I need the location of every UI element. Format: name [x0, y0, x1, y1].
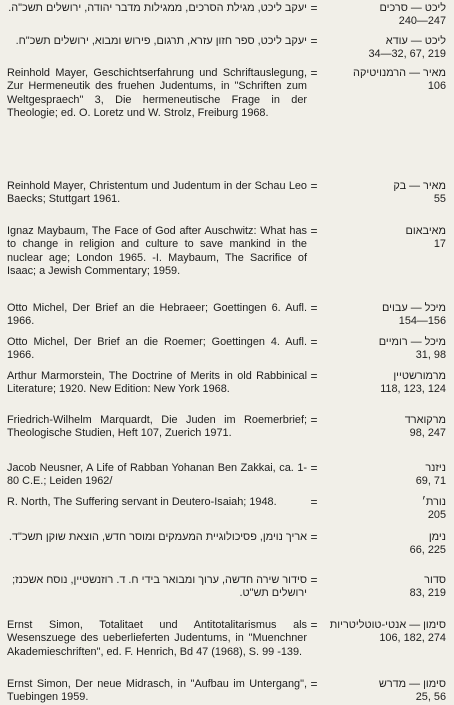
- entry-abbreviation: [322, 2, 446, 29]
- page-references: 34—32, 67, 219: [368, 48, 446, 61]
- entry-abbreviation: [322, 619, 446, 646]
- entry-abbreviation: [322, 370, 446, 397]
- entry-abbreviation: [322, 35, 446, 62]
- abbreviation-label: ניזנר: [425, 462, 446, 474]
- abbreviation-label: ליכט — עודא: [385, 35, 446, 47]
- entry-citation: Ernst Simon, Der neue Midrasch, in "Aufbau im Untergang", Tuebingen 1959.: [7, 678, 307, 704]
- entry-citation: סידור שירה חדשה, ערוך ומבואר בידי ח. ד. רוזנשטיין, נוסח אשכנז; ירושלים תש"ט.: [12, 574, 307, 600]
- entry-abbreviation: [322, 531, 446, 558]
- entry-citation: Ignaz Maybaum, The Face of God after Auschwitz: What has to change in religion and culture to save mankind in the nuclear age; London 1965. -I. Maybaum, The Sacrifice of Isaac; a Jewish Commentary; 1959.: [7, 225, 307, 278]
- equals-separator: =: [310, 461, 318, 475]
- page-references: 118, 123, 124: [380, 383, 446, 396]
- abbreviation-label: מאיר — הרמנויטיקה: [353, 67, 446, 79]
- entry-citation: Ernst Simon, Totalitaet und Antitotalitarismus als Wesenszuege des ueberlieferten Judentums, in "Muenchner Akademieschriften", ed. F. Henrich, Bd 47 (1968), S. 99 -139.: [7, 619, 307, 658]
- entry-abbreviation: [322, 336, 446, 363]
- abbreviation-label: מאיבאום: [405, 225, 446, 237]
- equals-separator: =: [310, 618, 318, 632]
- equals-separator: =: [310, 301, 318, 315]
- abbreviation-label: מיכל — עבוים: [382, 302, 446, 314]
- abbreviation-label: מרמורשטיין: [393, 370, 446, 382]
- abbreviation-label: נורת׳: [421, 496, 446, 508]
- entry-citation: Reinhold Mayer, Christentum und Judentum in der Schau Leo Baecks; Stuttgart 1961.: [7, 180, 307, 206]
- entry-abbreviation: [322, 496, 446, 523]
- equals-separator: =: [310, 677, 318, 691]
- entry-abbreviation: [322, 302, 446, 329]
- page-references: 69, 71: [415, 475, 446, 488]
- entry-abbreviation: [322, 678, 446, 705]
- page-references: 55: [433, 193, 446, 206]
- entry-citation: אריך נוימן, פסיכולוגיית המעמקים ומוסר חדש, הוצאת שוקן תשכ"ד.: [8, 531, 307, 543]
- entry-citation: Friedrich-Wilhelm Marquardt, Die Juden im Roemerbrief; Theologische Studien, Heft 107, Zuerich 1971.: [7, 414, 307, 440]
- equals-separator: =: [310, 335, 318, 349]
- page-references: 66, 225: [409, 544, 446, 557]
- entry-citation: Otto Michel, Der Brief an die Roemer; Goettingen 4. Aufl. 1966.: [7, 336, 307, 362]
- abbreviation-label: מיכל — רומיים: [378, 336, 446, 348]
- entry-citation: יעקב ליכט, ספר חזון עזרא, תרגום, פירוש ומבוא, ירושלים תשכ"ח.: [15, 35, 307, 47]
- entry-abbreviation: [322, 574, 446, 601]
- page-references: 106: [427, 80, 446, 93]
- page-references: 17: [433, 238, 446, 251]
- equals-separator: =: [310, 34, 318, 48]
- page-references: 154—156: [398, 315, 446, 328]
- abbreviation-label: סימון — מדרש: [378, 678, 446, 690]
- page-references: 83, 219: [409, 587, 446, 600]
- abbreviation-label: סימון — אנטי-טוטליטריות: [329, 619, 446, 631]
- entry-abbreviation: [322, 180, 446, 207]
- page-references: 31, 98: [415, 349, 446, 362]
- entry-citation: יעקב ליכט, מגילת הסרכים, ממגילות מדבר יהודה, ירושלים תשכ"ה.: [8, 2, 307, 14]
- equals-separator: =: [310, 1, 318, 15]
- entry-abbreviation: [322, 225, 446, 252]
- entry-citation: Arthur Marmorstein, The Doctrine of Merits in old Rabbinical Literature; 1920. New Edition: New York 1968.: [7, 370, 307, 396]
- abbreviation-label: מאיר — בק: [393, 180, 446, 192]
- page-references: 205: [427, 509, 446, 522]
- equals-separator: =: [310, 413, 318, 427]
- equals-separator: =: [310, 369, 318, 383]
- page-references: 106, 182, 274: [379, 632, 446, 645]
- page-references: 240—247: [398, 15, 446, 28]
- entry-citation: R. North, The Suffering servant in Deutero-Isaiah; 1948.: [7, 496, 277, 508]
- abbreviation-label: מרקוארד: [404, 414, 446, 426]
- page-references: 25, 56: [415, 691, 446, 704]
- equals-separator: =: [310, 495, 318, 509]
- equals-separator: =: [310, 66, 318, 80]
- entry-abbreviation: [322, 67, 446, 94]
- equals-separator: =: [310, 179, 318, 193]
- equals-separator: =: [310, 224, 318, 238]
- entry-citation: Jacob Neusner, A Life of Rabban Yohanan Ben Zakkai, ca. 1-80 C.E.; Leiden 1962/: [7, 462, 307, 488]
- entry-abbreviation: [322, 462, 446, 489]
- abbreviation-label: סדור: [424, 574, 446, 586]
- page-references: 98, 247: [409, 427, 446, 440]
- equals-separator: =: [310, 530, 318, 544]
- abbreviation-label: נימן: [428, 531, 446, 543]
- abbreviation-label: ליכט — סרכים: [379, 2, 446, 14]
- entry-citation: Otto Michel, Der Brief an die Hebraeer; Goettingen 6. Aufl. 1966.: [7, 302, 307, 328]
- entry-abbreviation: [322, 414, 446, 441]
- entry-citation: Reinhold Mayer, Geschichtserfahrung und Schriftauslegung, Zur Hermeneutik des fruehen Judentums, in "Schriften zum Weltgespraech" 3, Die hermeneutische Frage in der Theologie; ed. O. Loretz und W. Strolz, Freiburg 1968.: [7, 67, 307, 120]
- equals-separator: =: [310, 573, 318, 587]
